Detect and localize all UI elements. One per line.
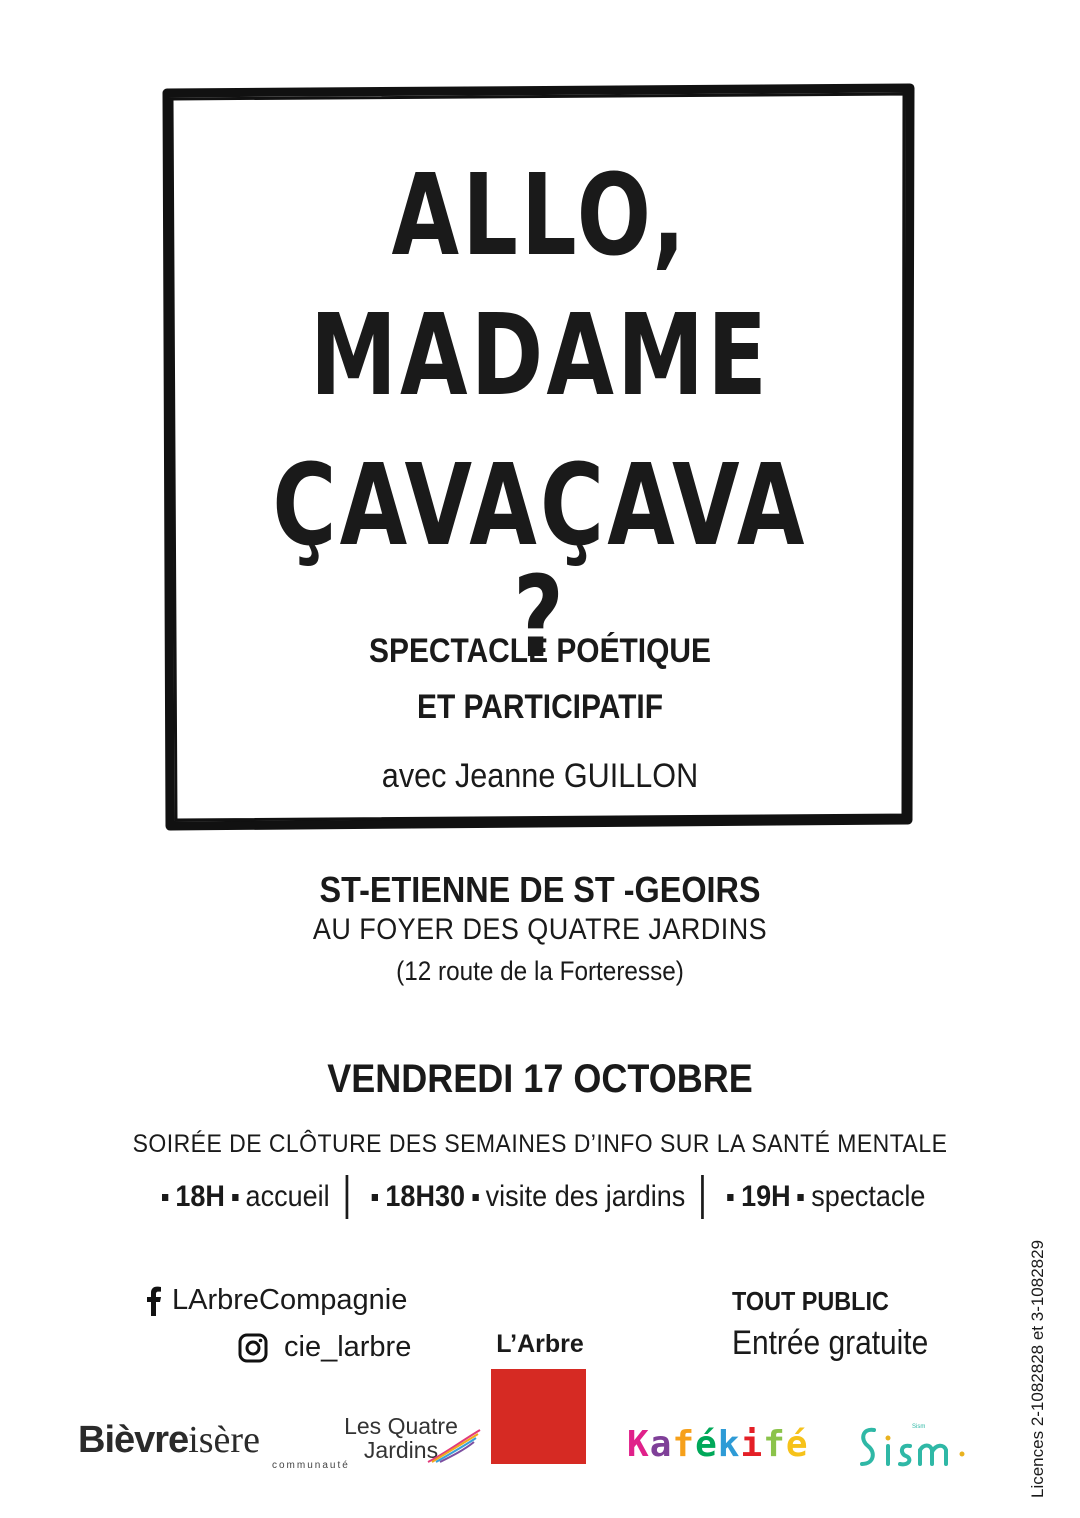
title-line-3: ÇAVAÇAVA ? xyxy=(272,441,808,683)
location-address: (12 route de la Forteresse) xyxy=(396,956,684,986)
licences: Licences 2-1082828 et 3-1082829 xyxy=(1028,1239,1047,1498)
title-line-2: MADAME xyxy=(309,291,771,421)
audience-price: Entrée gratuite xyxy=(732,1324,929,1362)
communaute-logo-text: communauté xyxy=(272,1460,350,1471)
kafekife-letter: é xyxy=(785,1424,809,1465)
quatre-jardins-line-1: Les Quatre xyxy=(344,1413,458,1439)
facebook-link[interactable] xyxy=(146,1284,407,1317)
schedule-time-3: 19H xyxy=(741,1180,791,1213)
bievre-logo-text: Bièvre xyxy=(78,1419,189,1461)
subtitle-line-1: SPECTACLE POÉTIQUE xyxy=(369,632,711,670)
jardins-swoosh-icon xyxy=(424,1428,484,1464)
bullet-square-icon xyxy=(162,1194,168,1201)
quatre-jardins-line-2: Jardins xyxy=(363,1437,439,1464)
location-venue: AU FOYER DES QUATRE JARDINS xyxy=(312,913,768,946)
bievre-isere-logo xyxy=(78,1418,350,1471)
kafekife-letter: a xyxy=(649,1424,673,1465)
schedule-time-2: 18H30 xyxy=(385,1180,465,1213)
kafekife-letter: K xyxy=(627,1424,650,1465)
schedule-divider xyxy=(701,1175,704,1219)
bullet-square-icon xyxy=(472,1194,478,1201)
facebook-icon xyxy=(146,1286,162,1316)
schedule-activity-2: visite des jardins xyxy=(485,1180,686,1213)
bullet-square-icon xyxy=(372,1194,378,1201)
kafekife-letter: i xyxy=(740,1424,764,1465)
instagram-icon xyxy=(238,1333,268,1363)
schedule-divider xyxy=(346,1175,349,1219)
schedule-activity-3: spectacle xyxy=(811,1180,926,1213)
kafekife-letter: f xyxy=(763,1424,786,1465)
kafekife-logo xyxy=(627,1424,809,1465)
schedule-activity-1: accueil xyxy=(245,1180,330,1213)
sism-logo xyxy=(852,1420,982,1481)
isere-logo-text: isère xyxy=(188,1419,260,1461)
bullet-square-icon xyxy=(798,1194,804,1201)
company-logo-square xyxy=(491,1369,586,1464)
instagram-link[interactable] xyxy=(238,1331,411,1364)
kafekife-letter: f xyxy=(672,1424,696,1465)
event-date: VENDREDI 17 OCTOBRE xyxy=(327,1057,753,1101)
schedule-time-1: 18H xyxy=(175,1180,225,1213)
kafekife-logo-text xyxy=(627,1424,809,1465)
bullet-square-icon xyxy=(232,1194,238,1201)
quatre-jardins-logo xyxy=(336,1414,466,1462)
subtitle-line-2: ET PARTICIPATIF xyxy=(416,688,663,726)
bullet-square-icon xyxy=(728,1194,734,1201)
schedule xyxy=(54,1172,1026,1222)
kafekife-letter: é xyxy=(695,1424,718,1465)
audience-label: TOUT PUBLIC xyxy=(732,1286,889,1316)
instagram-handle: cie_larbre xyxy=(284,1331,412,1363)
facebook-handle: LArbreCompagnie xyxy=(172,1284,408,1316)
company-name: L’Arbre xyxy=(496,1330,584,1358)
title-line-1: ALLO, xyxy=(391,151,689,281)
location-town: ST-ETIENNE DE ST -GEOIRS xyxy=(319,869,761,910)
performer: avec Jeanne GUILLON xyxy=(381,757,699,795)
kafekife-letter: k xyxy=(717,1424,741,1465)
sism-logo-text: Sism xyxy=(912,1424,926,1430)
event-description: SOIRÉE DE CLÔTURE DES SEMAINES D’INFO SUR LA SANTÉ MENTALE xyxy=(132,1130,948,1158)
